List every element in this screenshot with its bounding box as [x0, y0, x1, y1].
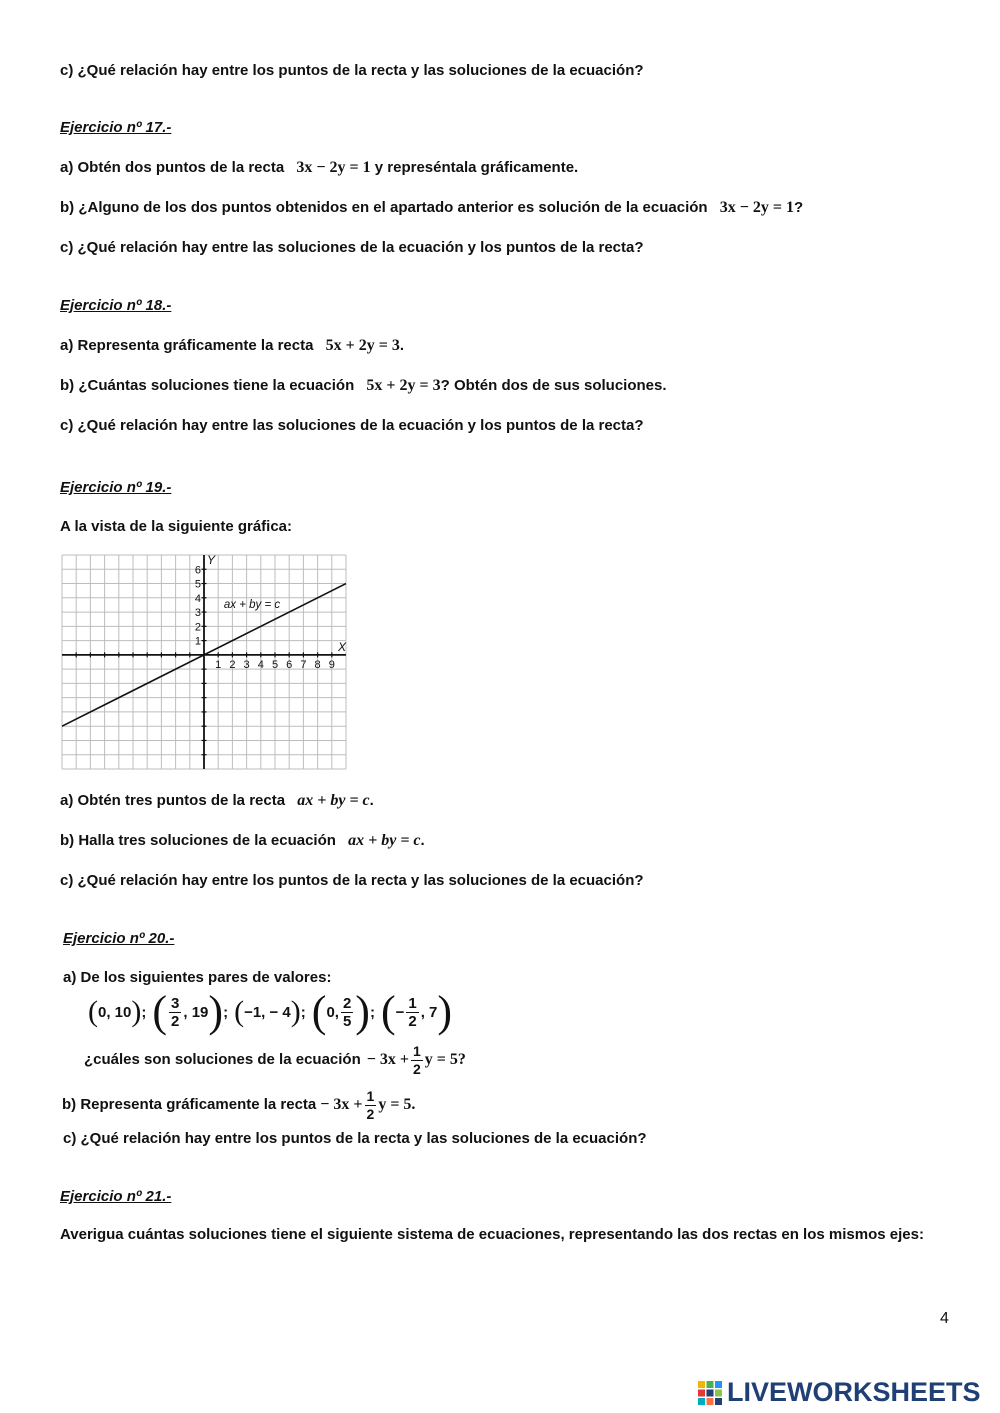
pair-3: ( −1, − 4 ) ; [234, 995, 306, 1028]
ex17-a-text: a) Obtén dos puntos de la recta [60, 159, 289, 176]
x-tick-label: 6 [286, 658, 293, 671]
pair-4-numerator: 2 [342, 994, 352, 1012]
x-tick-label: 8 [314, 658, 321, 671]
pair-4-denominator: 5 [342, 1012, 352, 1030]
ex19-c: c) ¿Qué relación hay entre los puntos de la recta y las soluciones de la ecuación? [60, 872, 644, 889]
ex19-b-equation: ax + by = c [348, 832, 421, 849]
line-label: ax + by = c [223, 598, 281, 611]
ex17-a-tail: y represéntala gráficamente. [370, 159, 579, 176]
pair-1-values: 0, 10 [98, 1003, 132, 1021]
ex17-a-equation: 3x − 2y = 1 [296, 159, 371, 176]
ex17-b [60, 198, 803, 218]
pair-2: ( $\frac{3}{2}$ , 19 ) ; [152, 987, 229, 1036]
x-tick-label: 1 [215, 658, 222, 671]
y-axis-label: Y [207, 553, 216, 567]
pair-2-numerator: 3 [171, 994, 180, 1012]
ex18-c: c) ¿Qué relación hay entre las soluciones de la ecuación y los puntos de la recta? [60, 417, 644, 434]
x-tick-label: 9 [328, 658, 335, 671]
ex17-a [60, 158, 578, 178]
ex18-a-equation: 5x + 2y = 3 [325, 337, 400, 354]
ex20-b-eq-left: − 3x + [320, 1096, 363, 1113]
ex19-intro: A la vista de la siguiente gráfica: [60, 518, 293, 535]
pair-separator: ; [300, 1003, 306, 1021]
y-tick-label: 1 [194, 635, 201, 648]
pair-5-rest: , 7 [420, 1003, 438, 1021]
pair-2-rest: , 19 [183, 1003, 209, 1021]
ex19-b [60, 831, 425, 851]
ex18-a-text: a) Representa gráficamente la recta [60, 337, 318, 354]
ex17-b-text: b) ¿Alguno de los dos puntos obtenidos en el apartado anterior es solución de la ecuación [60, 199, 712, 216]
ex20-b-numerator: 1 [366, 1087, 375, 1104]
ex17-c: c) ¿Qué relación hay entre las soluciones de la ecuación y los puntos de la recta? [60, 239, 644, 256]
ex17-b-tail: ? [793, 199, 804, 216]
ex21-title: Ejercicio nº 21.- [60, 1188, 172, 1205]
ex18-b-text: b) ¿Cuántas soluciones tiene la ecuación [60, 377, 359, 394]
y-tick-label: 4 [194, 592, 201, 605]
ex20-c: c) ¿Qué relación hay entre los puntos de la recta y las soluciones de la ecuación? [63, 1130, 647, 1147]
ex20-b-eq-right: y = 5. [378, 1096, 416, 1113]
ex19-b-tail: . [420, 832, 425, 849]
pair-5-denominator: 2 [408, 1012, 417, 1030]
ex20-b-denominator: 2 [366, 1105, 375, 1122]
line-graph [60, 553, 348, 771]
pair-4: ( 0, $\frac{2}{5}$ ) ; [311, 987, 375, 1036]
ex19-a-equation: ax + by = c [297, 792, 370, 809]
ex20-question [84, 1040, 466, 1080]
y-tick-label: 3 [194, 607, 201, 620]
ex20-eq-denominator: 2 [413, 1060, 421, 1077]
ex19-a [60, 791, 374, 811]
ex18-b-equation: 5x + 2y = 3 [366, 377, 441, 394]
liveworksheets-logo-text: LIVEWORKSHEETS [727, 1377, 981, 1407]
x-tick-label: 3 [243, 658, 250, 671]
ex19-b-text: b) Halla tres soluciones de la ecuación [60, 832, 341, 849]
pair-1: ( 0, 10 ) ; [88, 995, 147, 1028]
ex18-b [60, 376, 667, 396]
ex20-question-text: ¿cuáles son soluciones de la ecuación [84, 1051, 361, 1068]
x-axis-label: X [338, 639, 347, 654]
pair-4-pre: 0, [326, 1003, 339, 1021]
liveworksheets-logo-icon [697, 1380, 723, 1406]
pair-separator: ; [369, 1003, 375, 1021]
pair-3-values: −1, − 4 [244, 1003, 291, 1021]
x-tick-label: 5 [271, 658, 279, 671]
ex20-title: Ejercicio nº 20.- [63, 930, 175, 947]
value-pairs [88, 987, 458, 1036]
x-tick-label: 7 [300, 658, 307, 671]
ex18-a-tail: . [399, 337, 405, 354]
ex20-eq-right: y = 5? [424, 1051, 466, 1068]
pair-separator: ; [141, 1003, 147, 1021]
ex20-eq-left: − 3x + [366, 1051, 409, 1068]
ex18-a [60, 336, 404, 356]
ex19-a-text: a) Obtén tres puntos de la recta [60, 792, 290, 809]
x-tick-label: 2 [229, 658, 236, 671]
pair-separator: ; [223, 1003, 229, 1021]
ex17-title: Ejercicio nº 17.- [60, 119, 172, 136]
pair-2-denominator: 2 [171, 1012, 180, 1030]
pair-5-numerator: 1 [408, 994, 417, 1012]
ex18-b-tail: ? Obtén dos de sus soluciones. [440, 377, 667, 394]
ex20-b [62, 1085, 415, 1125]
q16-c: c) ¿Qué relación hay entre los puntos de la recta y las soluciones de la ecuación? [60, 62, 644, 79]
ex19-title: Ejercicio nº 19.- [60, 479, 172, 496]
ex18-title: Ejercicio nº 18.- [60, 297, 172, 314]
x-tick-label: 4 [257, 658, 264, 671]
page-number: 4 [940, 1310, 949, 1327]
y-tick-label: 5 [194, 578, 201, 591]
ex21-text: Averigua cuántas soluciones tiene el siguiente sistema de ecuaciones, representando las dos rectas en los mismos ejes: [60, 1226, 924, 1243]
ex17-b-equation: 3x − 2y = 1 [719, 199, 794, 216]
pair-5: ( − $\frac{1}{2}$ , 7 ) [380, 987, 453, 1036]
ex20-eq-numerator: 1 [413, 1042, 421, 1059]
ex20-a: a) De los siguientes pares de valores: [63, 969, 332, 986]
y-tick-label: 6 [194, 564, 201, 577]
ex19-a-tail: . [369, 792, 374, 809]
pair-5-sign: − [395, 1003, 405, 1021]
y-tick-label: 2 [194, 621, 201, 634]
liveworksheets-logo [697, 1377, 981, 1408]
ex20-b-text: b) Representa gráficamente la recta [62, 1096, 317, 1113]
